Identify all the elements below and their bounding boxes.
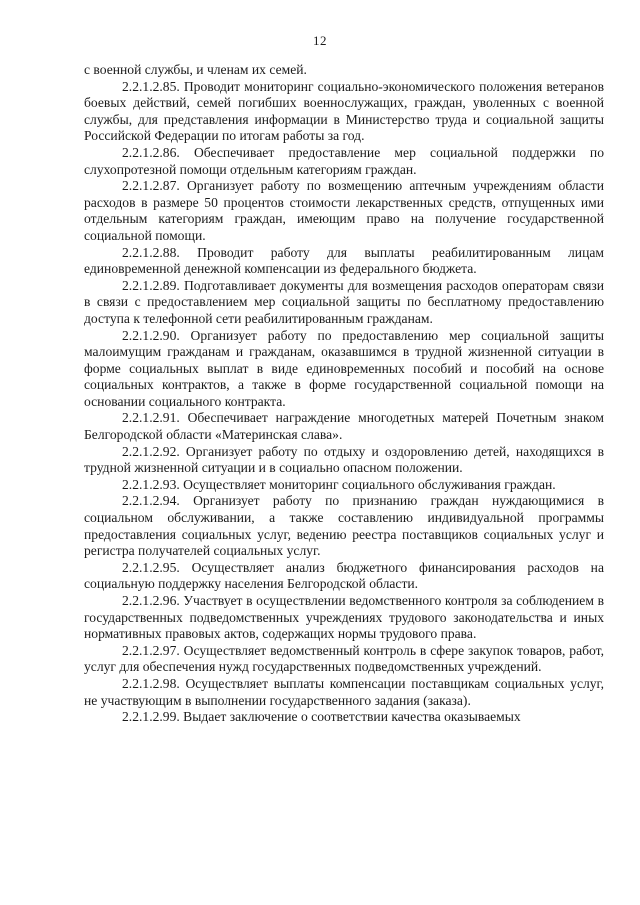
paragraph: 2.2.1.2.97. Осуществляет ведомственный контроль в сфере закупок товаров, работ, услуг для обеспечения нужд государственных подведомственных учреждений. — [84, 642, 604, 675]
paragraph: 2.2.1.2.94. Организует работу по признанию граждан нуждающимися в социальном обслуживании, а также составлению индивидуальной программы предоставления социальных услуг, ведению реестра поставщиков социальных услуг и регистра получателей социальных услуг. — [84, 493, 604, 559]
paragraph: 2.2.1.2.92. Организует работу по отдыху и оздоровлению детей, находящихся в трудной жизненной ситуации и в социально опасном положении. — [84, 443, 604, 476]
paragraph: 2.2.1.2.99. Выдает заключение о соответствии качества оказываемых — [122, 709, 521, 725]
paragraph: 2.2.1.2.89. Подготавливает документы для возмещения расходов операторам связи в связи с предоставлением мер социальной защиты по бесплатному предоставлению доступа к телефонной сети реабилитированным гражданам. — [84, 277, 604, 326]
paragraph: 2.2.1.2.96. Участвует в осуществлении ведомственного контроля за соблюдением в государственных подведомственных учреждениях трудового законодательства и иных нормативных правовых актов, содержащих нормы трудового права. — [84, 593, 604, 642]
paragraph: 2.2.1.2.93. Осуществляет мониторинг социального обслуживания граждан. — [122, 476, 556, 492]
page-number: 12 — [313, 33, 327, 48]
paragraph: 2.2.1.2.98. Осуществляет выплаты компенсации поставщикам социальных услуг, не участвующим в выполнении государственного задания (заказа). — [84, 675, 604, 708]
paragraph: с военной службы, и членам их семей. — [84, 62, 307, 77]
paragraph: 2.2.1.2.85. Проводит мониторинг социально-экономического положения ветеранов боевых действий, семей погибших военнослужащих, граждан, уволенных с военной службы, для представления информации в Министерство труда и социальной защиты Российской Федерации по итогам работы за год. — [84, 78, 604, 144]
paragraph: 2.2.1.2.90. Организует работу по предоставлению мер социальной защиты малоимущим гражданам и гражданам, оказавшимся в трудной жизненной ситуации в форме социальных выплат в виде единовременных пособий и пособий на основе социальных контрактов, а также в форме государственной социальной помощи на основании социального контракта. — [84, 327, 604, 409]
paragraph: 2.2.1.2.87. Организует работу по возмещению аптечным учреждениям области расходов в размере 50 процентов стоимости лекарственных средств, отпущенных ими отдельным категориям граждан, имеющим право на получение государственной социальной помощи. — [84, 178, 604, 243]
paragraph: 2.2.1.2.95. Осуществляет анализ бюджетного финансирования расходов на социальную поддержку населения Белгородской области. — [84, 559, 604, 592]
document-body — [84, 62, 604, 726]
paragraph: 2.2.1.2.86. Обеспечивает предоставление мер социальной поддержки по слухопротезной помощи отдельным категориям граждан. — [84, 144, 604, 177]
paragraph: 2.2.1.2.91. Обеспечивает награждение многодетных матерей Почетным знаком Белгородской области «Материнская слава». — [84, 410, 604, 443]
paragraph: 2.2.1.2.88. Проводит работу для выплаты реабилитированным лицам единовременной денежной компенсации из федерального бюджета. — [84, 244, 604, 277]
